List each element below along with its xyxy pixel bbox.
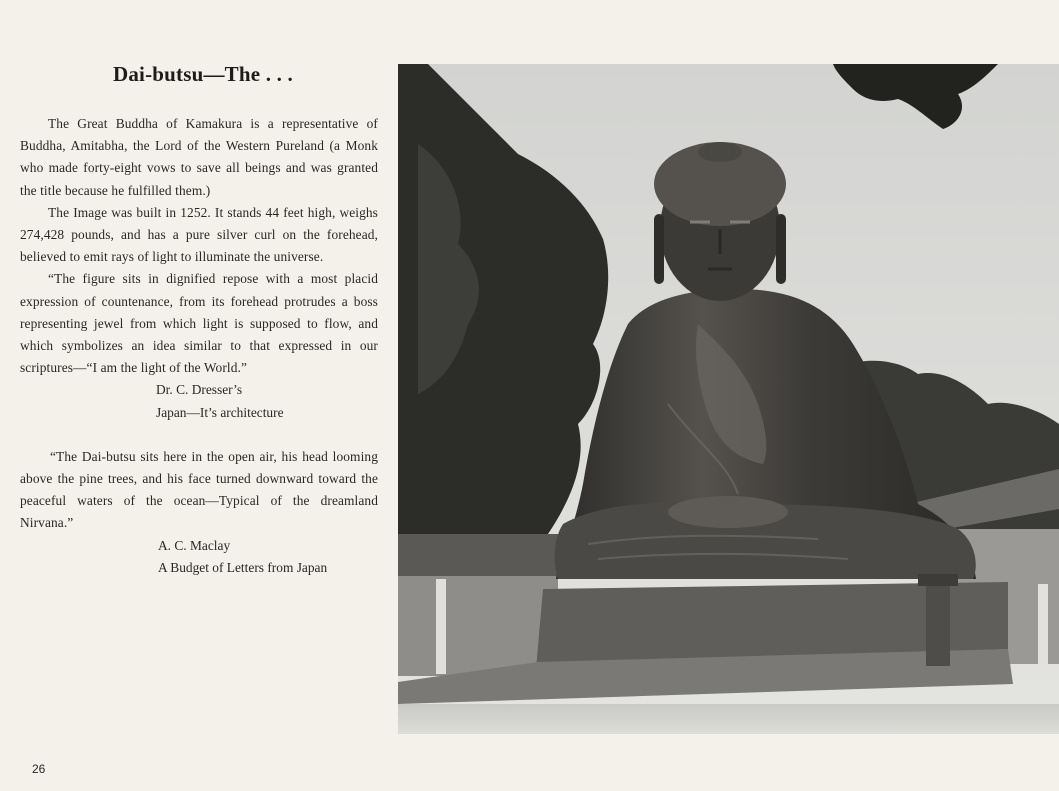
buddha-ear-right [776,214,786,284]
citation-work: A Budget of Letters from Japan [158,559,328,575]
quote-dresser: “The figure sits in dignified repose with a most placid expression of countenance, from its forehead protrudes a boss representing jewel from which light is supposed to flow, and which symbolizes an idea similar to that expressed in our scriptures—“I am the light of the World.” [20,271,378,376]
citation-author: Dr. C. Dresser’s [156,382,243,398]
paragraph-facts: The Image was built in 1252. It stands 44 feet high, weighs 274,428 pounds, and has a pure silver curl on the forehead, believed to emit rays of light to illuminate the universe. [20,204,378,265]
lantern-post [926,586,950,666]
page-number: 26 [32,762,46,776]
temple-pillar [436,579,446,674]
buddha-photograph [398,64,1059,734]
courtyard-ground [398,704,1059,734]
text-column [20,62,378,579]
paragraph-intro: The Great Buddha of Kamakura is a representative of Buddha, Amitabha, the Lord of the Western Pureland (a Monk who made forty-eight vows to save all beings and was granted the title because he fulfilled them.) [20,116,378,198]
incense-burner [918,574,958,586]
temple-pillar [1038,584,1048,664]
buddha-ear-left [654,214,664,284]
buddha-hands-mudra [668,496,788,528]
spacer [20,424,378,446]
page-title: Dai-butsu—The . . . [112,62,293,86]
buddha-photo-illustration [398,64,1059,734]
temple-roof-left [398,534,558,579]
citation-author: A. C. Maclay [158,537,231,553]
citation-work: Japan—It’s architecture [156,404,284,420]
buddha-ushnisha [698,142,742,162]
temple-wall-left [398,576,558,676]
quote-maclay: “The Dai-butsu sits here in the open air, his head looming above the pine trees, and his face turned downward toward the peaceful waters of the ocean—Typical of the dreamland Nirvana.” [20,448,378,531]
